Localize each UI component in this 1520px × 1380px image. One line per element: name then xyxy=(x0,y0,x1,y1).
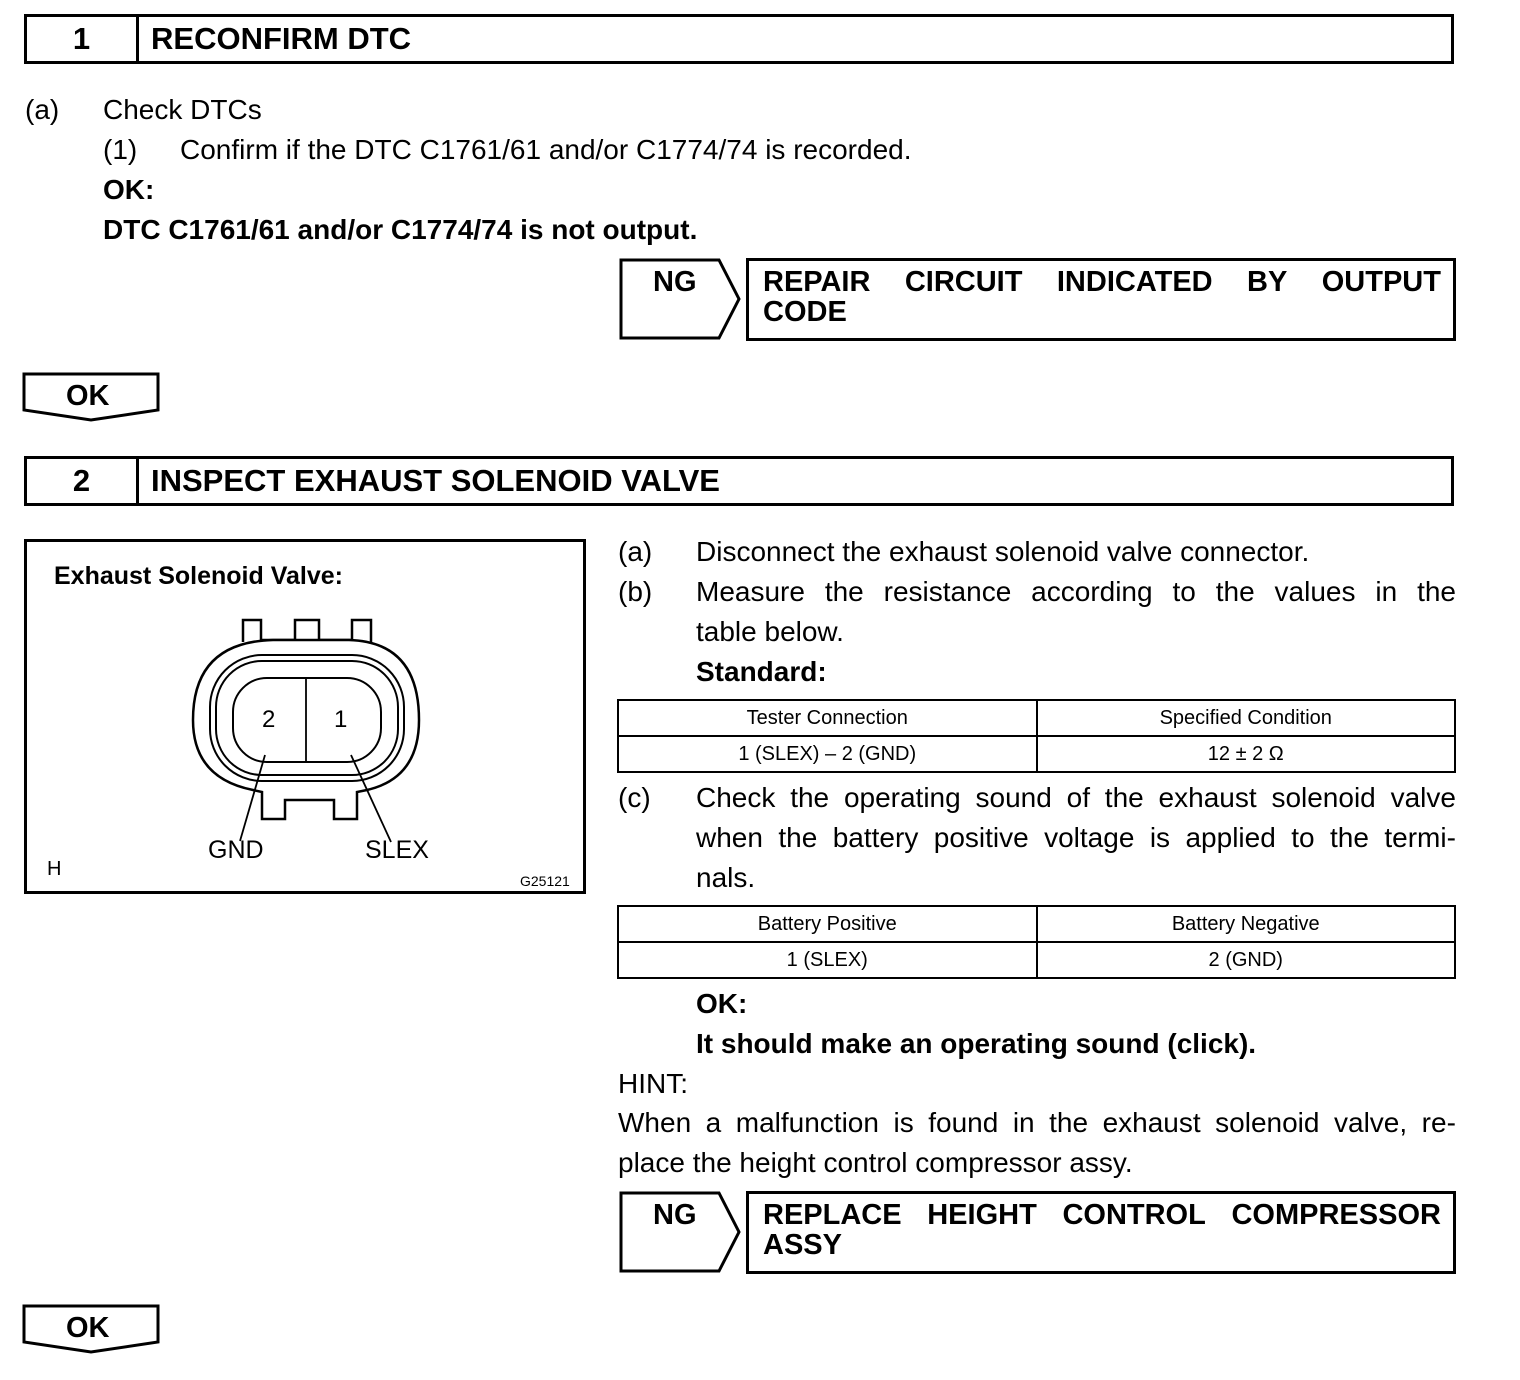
ok-criteria: It should make an operating sound (click). xyxy=(696,1028,1257,1059)
word: When xyxy=(618,1107,692,1138)
item-text-line xyxy=(696,572,1456,612)
table-cell: 1 (SLEX) – 2 (GND) xyxy=(618,736,1037,772)
item-text: Disconnect the exhaust solenoid valve connector. xyxy=(696,536,1310,567)
table-cell: 12 ± 2 Ω xyxy=(1037,736,1456,772)
hint-text-line xyxy=(618,1103,1456,1143)
word: termi- xyxy=(1384,822,1456,853)
word: solenoid xyxy=(1271,782,1376,813)
word: INDICATED xyxy=(1056,266,1213,298)
table-header-cell: Tester Connection xyxy=(618,700,1037,736)
word: when xyxy=(696,822,763,853)
table-header-cell: Specified Condition xyxy=(1037,700,1456,736)
diagram-corner-mark: H xyxy=(47,858,62,880)
ng-action-box xyxy=(746,258,1456,341)
word: OUTPUT xyxy=(1321,266,1441,298)
word: the xyxy=(1104,782,1144,813)
connector-drawing xyxy=(27,542,583,891)
word: the xyxy=(778,822,818,853)
word: BY xyxy=(1247,266,1288,298)
word: HEIGHT xyxy=(927,1199,1037,1231)
word: COMPRESSOR xyxy=(1231,1199,1441,1231)
word: positive xyxy=(933,822,1029,853)
ng-action-line1 xyxy=(763,1200,1441,1230)
diagram-title: Exhaust Solenoid Valve: xyxy=(54,562,343,590)
word: is xyxy=(1149,822,1171,853)
step-number: 1 xyxy=(27,17,139,61)
ng-action-line2: CODE xyxy=(763,296,847,328)
step-2-header xyxy=(24,456,1454,506)
hint-text-line: place the height control compressor assy. xyxy=(618,1147,1133,1178)
word: REPLACE xyxy=(763,1199,902,1231)
table-cell: 2 (GND) xyxy=(1037,942,1456,978)
word: to xyxy=(1291,822,1315,853)
standard-heading: Standard: xyxy=(696,656,827,687)
word: is xyxy=(893,1107,914,1138)
item-marker: (a) xyxy=(618,536,653,567)
ng-action-box xyxy=(746,1191,1456,1274)
item-text: Check DTCs xyxy=(103,94,262,125)
word: the xyxy=(1049,1107,1089,1138)
item-marker: (c) xyxy=(618,782,651,813)
word: the xyxy=(824,576,864,607)
sub-item-marker: (1) xyxy=(103,134,138,165)
word: the xyxy=(1417,576,1456,607)
pin-1-label: 1 xyxy=(334,706,348,733)
word: re- xyxy=(1421,1107,1456,1138)
word: the xyxy=(1330,822,1369,853)
step-title: INSPECT EXHAUST SOLENOID VALVE xyxy=(151,463,720,498)
ng-label: NG xyxy=(653,1199,697,1231)
item-marker: (a) xyxy=(25,94,60,125)
word: Measure xyxy=(696,576,805,607)
word: valve, xyxy=(1334,1107,1408,1138)
word: in xyxy=(1375,576,1398,607)
item-text-line xyxy=(696,818,1456,858)
word: CONTROL xyxy=(1062,1199,1206,1231)
table-header-cell: Battery Negative xyxy=(1037,906,1456,942)
figure-code: G25121 xyxy=(520,873,570,889)
resistance-spec-table xyxy=(617,699,1456,773)
word: resistance xyxy=(883,576,1012,607)
ok-arrow-label: OK xyxy=(66,380,110,412)
step-title: RECONFIRM DTC xyxy=(151,21,412,56)
item-text-line: nals. xyxy=(696,862,756,893)
ok-criteria: DTC C1761/61 and/or C1774/74 is not output. xyxy=(103,214,698,245)
item-text-line xyxy=(696,778,1456,818)
word: applied xyxy=(1185,822,1276,853)
ng-action-line1 xyxy=(763,267,1441,297)
word: the xyxy=(790,782,830,813)
word: voltage xyxy=(1044,822,1135,853)
pin-2-label: 2 xyxy=(262,706,276,733)
word: values xyxy=(1274,576,1356,607)
ng-action-line2: ASSY xyxy=(763,1229,842,1261)
word: CIRCUIT xyxy=(904,266,1023,298)
battery-connection-table xyxy=(617,905,1456,979)
word: exhaust xyxy=(1158,782,1257,813)
connector-diagram xyxy=(24,539,586,894)
word: battery xyxy=(832,822,919,853)
sub-item-text: Confirm if the DTC C1761/61 and/or C1774/74 is recorded. xyxy=(180,134,912,165)
hint-heading: HINT: xyxy=(618,1068,688,1099)
table-cell: 1 (SLEX) xyxy=(618,942,1037,978)
word: operating xyxy=(843,782,961,813)
word: valve xyxy=(1390,782,1456,813)
word: in xyxy=(1012,1107,1035,1138)
word: Check xyxy=(696,782,776,813)
table-header-cell: Battery Positive xyxy=(618,906,1037,942)
ok-heading: OK: xyxy=(696,988,748,1019)
step-1-header xyxy=(24,14,1454,64)
word: according xyxy=(1031,576,1153,607)
item-marker: (b) xyxy=(618,576,653,607)
slex-label: SLEX xyxy=(365,836,429,864)
word: a xyxy=(705,1107,722,1138)
word: of xyxy=(1066,782,1090,813)
word: solenoid xyxy=(1215,1107,1320,1138)
ng-label: NG xyxy=(653,266,697,298)
word: the xyxy=(1215,576,1255,607)
word: to xyxy=(1172,576,1196,607)
step-number: 2 xyxy=(27,459,139,503)
word: malfunction xyxy=(735,1107,879,1138)
gnd-label: GND xyxy=(208,836,264,864)
ok-heading: OK: xyxy=(103,174,155,205)
item-text-line: table below. xyxy=(696,616,844,647)
word: exhaust xyxy=(1102,1107,1201,1138)
word: sound xyxy=(975,782,1052,813)
word: REPAIR xyxy=(763,266,871,298)
ok-arrow-label: OK xyxy=(66,1312,110,1344)
word: found xyxy=(928,1107,999,1138)
